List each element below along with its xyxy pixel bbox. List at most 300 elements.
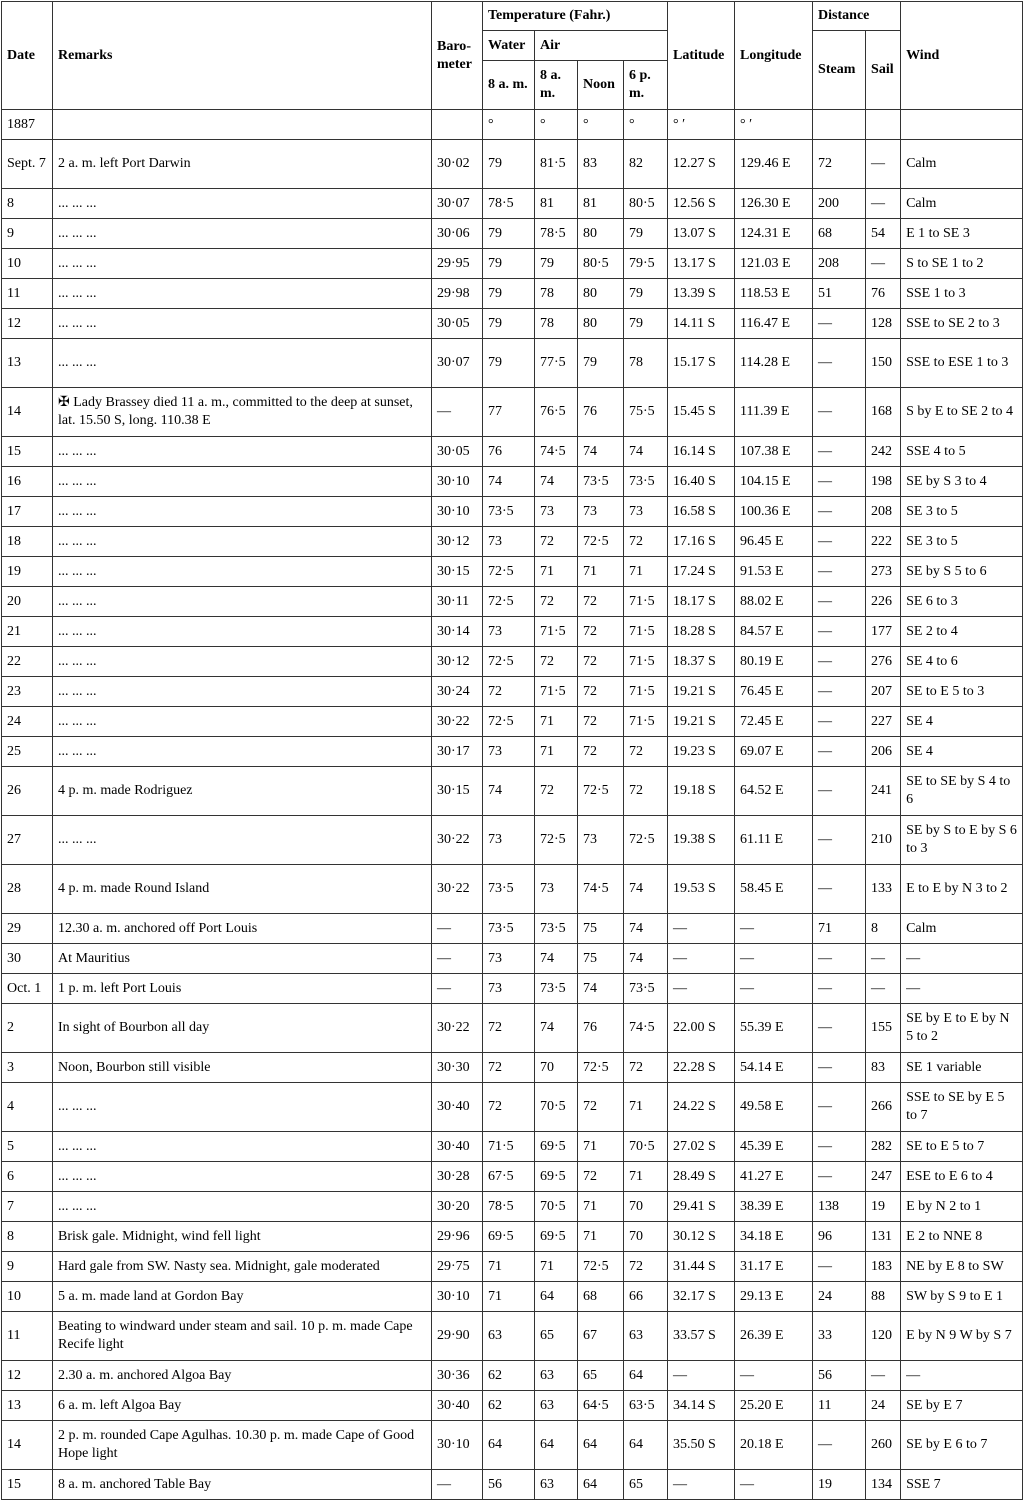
cell-pm6: 75·5	[624, 388, 668, 437]
cell-noon: 83	[578, 140, 624, 189]
cell-pm6: 72	[624, 767, 668, 816]
cell-steam: —	[813, 1132, 866, 1162]
cell-steam: 33	[813, 1312, 866, 1361]
cell-water-8am: 79	[483, 140, 535, 189]
cell-wind: SE 6 to 3	[901, 587, 1023, 617]
cell-water-8am: 67·5	[483, 1162, 535, 1192]
cell-date: 28	[2, 865, 53, 914]
cell-latitude: 18.28 S	[668, 617, 735, 647]
cell-latitude: 32.17 S	[668, 1282, 735, 1312]
cell-latitude: 19.21 S	[668, 677, 735, 707]
cell-wind: SSE 1 to 3	[901, 279, 1023, 309]
cell-sail: 242	[866, 437, 901, 467]
cell-longitude: —	[735, 1470, 813, 1500]
cell-wind: SE to E 5 to 3	[901, 677, 1023, 707]
cell-wind: SE 1 variable	[901, 1053, 1023, 1083]
cell-remarks: ... ... ...	[53, 339, 432, 388]
cell-noon: 79	[578, 339, 624, 388]
cell-pm6: 71	[624, 557, 668, 587]
cell-sail: 227	[866, 707, 901, 737]
cell-barometer: 29·98	[432, 279, 483, 309]
cell-wind: SE 3 to 5	[901, 497, 1023, 527]
cell-longitude: 38.39 E	[735, 1192, 813, 1222]
cell-noon: 74·5	[578, 865, 624, 914]
cell-remarks: At Mauritius	[53, 944, 432, 974]
cell-remarks: ... ... ...	[53, 279, 432, 309]
cell-latitude: 27.02 S	[668, 1132, 735, 1162]
cell-longitude: 88.02 E	[735, 587, 813, 617]
cell-noon: 64	[578, 1470, 624, 1500]
cell-barometer	[432, 110, 483, 140]
cell-air-8am: 78·5	[535, 219, 578, 249]
cell-barometer: 29·75	[432, 1252, 483, 1282]
cell-wind: SE by S 3 to 4	[901, 467, 1023, 497]
cell-air-8am: 72	[535, 647, 578, 677]
cell-latitude: 17.24 S	[668, 557, 735, 587]
cell-steam: 56	[813, 1361, 866, 1391]
cell-steam: —	[813, 707, 866, 737]
cell-noon: 64	[578, 1421, 624, 1470]
cell-sail: 206	[866, 737, 901, 767]
cell-date: 15	[2, 1470, 53, 1500]
table-row	[2, 677, 1023, 707]
cell-longitude: 80.19 E	[735, 647, 813, 677]
cell-longitude: 41.27 E	[735, 1162, 813, 1192]
cell-longitude: 111.39 E	[735, 388, 813, 437]
cell-remarks: ... ... ...	[53, 737, 432, 767]
col-temperature-header: Temperature (Fahr.)	[483, 2, 668, 31]
cell-wind: SSE to SE 2 to 3	[901, 309, 1023, 339]
cell-latitude: 34.14 S	[668, 1391, 735, 1421]
cell-air-8am: 73·5	[535, 974, 578, 1004]
cell-barometer: 30·10	[432, 1421, 483, 1470]
cell-latitude: 19.23 S	[668, 737, 735, 767]
cell-steam: 19	[813, 1470, 866, 1500]
cell-water-8am: 72	[483, 677, 535, 707]
cell-air-8am: 63	[535, 1361, 578, 1391]
cell-wind: NE by E 8 to SW	[901, 1252, 1023, 1282]
cell-air-8am: 63	[535, 1391, 578, 1421]
cell-date: 3	[2, 1053, 53, 1083]
cell-longitude: ° ′	[735, 110, 813, 140]
col-date-header: Date	[2, 2, 53, 110]
table-row	[2, 1053, 1023, 1083]
cell-date: 9	[2, 219, 53, 249]
cell-sail: 133	[866, 865, 901, 914]
cell-water-8am: 79	[483, 249, 535, 279]
cell-pm6: °	[624, 110, 668, 140]
cell-latitude: 35.50 S	[668, 1421, 735, 1470]
cell-pm6: 72	[624, 1053, 668, 1083]
cell-pm6: 71·5	[624, 587, 668, 617]
cell-barometer: 29·96	[432, 1222, 483, 1252]
cell-pm6: 71·5	[624, 677, 668, 707]
cell-remarks: Beating to windward under steam and sail. 10 p. m. made Cape Recife light	[53, 1312, 432, 1361]
cell-remarks: ... ... ...	[53, 497, 432, 527]
cell-water-8am: 73	[483, 617, 535, 647]
table-row	[2, 1391, 1023, 1421]
cell-air-8am: 63	[535, 1470, 578, 1500]
table-row	[2, 1470, 1023, 1500]
cell-date: 26	[2, 767, 53, 816]
cell-wind: —	[901, 944, 1023, 974]
cell-sail: 150	[866, 339, 901, 388]
cell-remarks: ... ... ...	[53, 249, 432, 279]
cell-steam: —	[813, 647, 866, 677]
table-row	[2, 497, 1023, 527]
cell-remarks: ... ... ...	[53, 1162, 432, 1192]
cell-barometer: —	[432, 1470, 483, 1500]
cell-air-8am: 71·5	[535, 677, 578, 707]
table-row	[2, 865, 1023, 914]
cell-sail: 88	[866, 1282, 901, 1312]
cell-longitude: 34.18 E	[735, 1222, 813, 1252]
table-row	[2, 1083, 1023, 1132]
cell-noon: 72	[578, 1162, 624, 1192]
cell-wind: —	[901, 974, 1023, 1004]
cell-air-8am: 71	[535, 707, 578, 737]
cell-date: Oct. 1	[2, 974, 53, 1004]
cell-wind: SE 4 to 6	[901, 647, 1023, 677]
cell-latitude: 17.16 S	[668, 527, 735, 557]
cell-noon: 75	[578, 914, 624, 944]
cell-date: 20	[2, 587, 53, 617]
cell-remarks: 2.30 a. m. anchored Algoa Bay	[53, 1361, 432, 1391]
cell-wind: SE 4	[901, 737, 1023, 767]
cell-wind: SE 2 to 4	[901, 617, 1023, 647]
cell-water-8am: 72·5	[483, 647, 535, 677]
cell-sail: 207	[866, 677, 901, 707]
table-row	[2, 1361, 1023, 1391]
cell-longitude: 96.45 E	[735, 527, 813, 557]
cell-steam: 71	[813, 914, 866, 944]
cell-latitude: 15.17 S	[668, 339, 735, 388]
cell-sail: —	[866, 249, 901, 279]
cell-pm6: 66	[624, 1282, 668, 1312]
cell-date: Sept. 7	[2, 140, 53, 189]
cell-latitude: 12.27 S	[668, 140, 735, 189]
cell-latitude: —	[668, 914, 735, 944]
cell-steam: 11	[813, 1391, 866, 1421]
cell-air-8am: 70	[535, 1053, 578, 1083]
cell-water-8am: 79	[483, 309, 535, 339]
cell-air-8am: 81	[535, 189, 578, 219]
cell-latitude: 29.41 S	[668, 1192, 735, 1222]
cell-noon: 75	[578, 944, 624, 974]
cell-remarks: ... ... ...	[53, 437, 432, 467]
cell-noon: 71	[578, 1132, 624, 1162]
cell-water-8am: 73	[483, 944, 535, 974]
cell-steam: —	[813, 1083, 866, 1132]
cell-remarks: ... ... ...	[53, 707, 432, 737]
cell-barometer: 30·02	[432, 140, 483, 189]
cell-water-8am: 72	[483, 1083, 535, 1132]
cell-barometer: 30·10	[432, 467, 483, 497]
cell-remarks: ... ... ...	[53, 1192, 432, 1222]
cell-steam: 68	[813, 219, 866, 249]
cell-date: 12	[2, 309, 53, 339]
cell-remarks: ... ... ...	[53, 557, 432, 587]
table-row	[2, 339, 1023, 388]
cell-wind: E by N 2 to 1	[901, 1192, 1023, 1222]
cell-sail: 54	[866, 219, 901, 249]
cell-barometer: 30·12	[432, 527, 483, 557]
cell-steam: 24	[813, 1282, 866, 1312]
cell-air-8am: 71	[535, 1252, 578, 1282]
cell-remarks: 4 p. m. made Round Island	[53, 865, 432, 914]
cell-remarks: ... ... ...	[53, 527, 432, 557]
cell-steam: —	[813, 767, 866, 816]
cell-wind: E 1 to SE 3	[901, 219, 1023, 249]
cell-water-8am: 73·5	[483, 865, 535, 914]
cell-remarks: ... ... ...	[53, 189, 432, 219]
cell-wind	[901, 110, 1023, 140]
cell-remarks: 4 p. m. made Rodriguez	[53, 767, 432, 816]
cell-date: 14	[2, 388, 53, 437]
cell-steam: —	[813, 816, 866, 865]
cell-longitude: 114.28 E	[735, 339, 813, 388]
table-row	[2, 944, 1023, 974]
cell-wind: SE by S to E by S 6 to 3	[901, 816, 1023, 865]
cell-air-8am: 64	[535, 1282, 578, 1312]
cell-pm6: 82	[624, 140, 668, 189]
cell-noon: 72	[578, 1083, 624, 1132]
cell-longitude: 107.38 E	[735, 437, 813, 467]
cell-pm6: 74	[624, 914, 668, 944]
cell-pm6: 80·5	[624, 189, 668, 219]
table-row	[2, 1252, 1023, 1282]
cell-steam: —	[813, 339, 866, 388]
cell-steam: —	[813, 1004, 866, 1053]
cell-noon: 68	[578, 1282, 624, 1312]
cell-noon: 74	[578, 974, 624, 1004]
cell-longitude: 72.45 E	[735, 707, 813, 737]
cell-pm6: 79	[624, 279, 668, 309]
cell-latitude: —	[668, 944, 735, 974]
col-steam-header: Steam	[813, 31, 866, 110]
table-row	[2, 1312, 1023, 1361]
cell-latitude: 13.17 S	[668, 249, 735, 279]
table-row	[2, 1421, 1023, 1470]
cell-sail: —	[866, 944, 901, 974]
cell-longitude: 84.57 E	[735, 617, 813, 647]
cell-sail: 210	[866, 816, 901, 865]
cell-air-8am: 77·5	[535, 339, 578, 388]
cell-air-8am: 73·5	[535, 914, 578, 944]
cell-noon: 72	[578, 737, 624, 767]
cell-latitude: 18.17 S	[668, 587, 735, 617]
cell-barometer: 30·15	[432, 767, 483, 816]
cell-longitude: 118.53 E	[735, 279, 813, 309]
cell-remarks: ... ... ...	[53, 647, 432, 677]
cell-pm6: 78	[624, 339, 668, 388]
cell-date: 30	[2, 944, 53, 974]
table-row	[2, 1192, 1023, 1222]
cell-barometer: 30·07	[432, 189, 483, 219]
cell-sail: 266	[866, 1083, 901, 1132]
cell-sail: 19	[866, 1192, 901, 1222]
cell-remarks: ... ... ...	[53, 1083, 432, 1132]
cell-latitude: 28.49 S	[668, 1162, 735, 1192]
cell-sail: 198	[866, 467, 901, 497]
cell-remarks: ... ... ...	[53, 587, 432, 617]
cell-steam	[813, 110, 866, 140]
cell-steam: —	[813, 388, 866, 437]
cell-steam: 72	[813, 140, 866, 189]
cell-longitude: 121.03 E	[735, 249, 813, 279]
cell-noon: 72	[578, 587, 624, 617]
cell-remarks: ... ... ...	[53, 1132, 432, 1162]
cell-sail: 247	[866, 1162, 901, 1192]
cell-remarks: Brisk gale. Midnight, wind fell light	[53, 1222, 432, 1252]
cell-steam: —	[813, 1421, 866, 1470]
cell-pm6: 72	[624, 527, 668, 557]
cell-water-8am: 73·5	[483, 497, 535, 527]
cell-barometer: 30·07	[432, 339, 483, 388]
cell-date: 10	[2, 1282, 53, 1312]
cell-noon: 76	[578, 388, 624, 437]
cell-water-8am: 72	[483, 1053, 535, 1083]
cell-water-8am: 72	[483, 1004, 535, 1053]
cell-air-8am: 71	[535, 557, 578, 587]
table-row	[2, 309, 1023, 339]
cell-air-8am: °	[535, 110, 578, 140]
cell-latitude: 31.44 S	[668, 1252, 735, 1282]
cell-air-8am: 78	[535, 279, 578, 309]
cell-barometer: —	[432, 388, 483, 437]
cell-air-8am: 72	[535, 767, 578, 816]
cell-pm6: 73·5	[624, 467, 668, 497]
cell-barometer: 30·11	[432, 587, 483, 617]
cell-latitude: 14.11 S	[668, 309, 735, 339]
cell-water-8am: 56	[483, 1470, 535, 1500]
cell-date: 6	[2, 1162, 53, 1192]
cell-barometer: 30·10	[432, 1282, 483, 1312]
cell-pm6: 65	[624, 1470, 668, 1500]
col-remarks-header: Remarks	[53, 2, 432, 110]
cell-longitude: 26.39 E	[735, 1312, 813, 1361]
cell-air-8am: 69·5	[535, 1222, 578, 1252]
cell-pm6: 71·5	[624, 617, 668, 647]
cell-barometer: 30·40	[432, 1083, 483, 1132]
cell-pm6: 70	[624, 1222, 668, 1252]
cell-water-8am: 69·5	[483, 1222, 535, 1252]
cell-latitude: 15.45 S	[668, 388, 735, 437]
table-row	[2, 1162, 1023, 1192]
cell-longitude: —	[735, 914, 813, 944]
cell-wind: E to E by N 3 to 2	[901, 865, 1023, 914]
cell-wind: Calm	[901, 189, 1023, 219]
cell-longitude: 129.46 E	[735, 140, 813, 189]
cell-longitude: —	[735, 1361, 813, 1391]
cell-steam: —	[813, 737, 866, 767]
cell-water-8am: 62	[483, 1361, 535, 1391]
cell-water-8am: 64	[483, 1421, 535, 1470]
cell-latitude: 16.14 S	[668, 437, 735, 467]
cell-pm6: 79	[624, 309, 668, 339]
cell-pm6: 71·5	[624, 707, 668, 737]
cell-date: 16	[2, 467, 53, 497]
cell-remarks: ... ... ...	[53, 219, 432, 249]
cell-barometer: 30·05	[432, 309, 483, 339]
cell-date: 13	[2, 339, 53, 388]
cell-sail: 282	[866, 1132, 901, 1162]
cell-barometer: 30·40	[432, 1132, 483, 1162]
cell-date: 7	[2, 1192, 53, 1222]
cell-noon: 73	[578, 816, 624, 865]
cell-wind: SE to SE by S 4 to 6	[901, 767, 1023, 816]
cell-barometer: 30·28	[432, 1162, 483, 1192]
cell-sail: 226	[866, 587, 901, 617]
cell-sail: 208	[866, 497, 901, 527]
cell-wind: SE by S 5 to 6	[901, 557, 1023, 587]
col-longitude-header: Longitude	[735, 2, 813, 110]
cell-longitude: 91.53 E	[735, 557, 813, 587]
cell-sail: —	[866, 1361, 901, 1391]
cell-date: 5	[2, 1132, 53, 1162]
cell-pm6: 74	[624, 437, 668, 467]
cell-date: 18	[2, 527, 53, 557]
cell-noon: 72	[578, 617, 624, 647]
cell-date: 2	[2, 1004, 53, 1053]
cell-wind: SE 3 to 5	[901, 527, 1023, 557]
cell-latitude: 22.00 S	[668, 1004, 735, 1053]
cell-air-8am: 81·5	[535, 140, 578, 189]
cell-barometer: 30·20	[432, 1192, 483, 1222]
cell-longitude: 100.36 E	[735, 497, 813, 527]
table-row	[2, 767, 1023, 816]
cell-steam: —	[813, 1162, 866, 1192]
cell-water-8am: 73	[483, 816, 535, 865]
cell-water-8am: 63	[483, 1312, 535, 1361]
col-water-header: Water	[483, 31, 535, 61]
cell-air-8am: 70·5	[535, 1192, 578, 1222]
cell-remarks: 2 p. m. rounded Cape Agulhas. 10.30 p. m. made Cape of Good Hope light	[53, 1421, 432, 1470]
cell-air-8am: 72	[535, 587, 578, 617]
cell-water-8am: 72·5	[483, 587, 535, 617]
table-row	[2, 707, 1023, 737]
cell-longitude: 126.30 E	[735, 189, 813, 219]
cell-date: 27	[2, 816, 53, 865]
table-row	[2, 914, 1023, 944]
cell-wind: ESE to E 6 to 4	[901, 1162, 1023, 1192]
cell-pm6: 73	[624, 497, 668, 527]
cell-noon: 65	[578, 1361, 624, 1391]
cell-latitude: 13.39 S	[668, 279, 735, 309]
cell-wind: SE by E 7	[901, 1391, 1023, 1421]
cell-latitude: 30.12 S	[668, 1222, 735, 1252]
cell-wind: E by N 9 W by S 7	[901, 1312, 1023, 1361]
cell-water-8am: 72·5	[483, 707, 535, 737]
cell-date: 25	[2, 737, 53, 767]
cell-wind: SSE 4 to 5	[901, 437, 1023, 467]
cell-latitude: 19.21 S	[668, 707, 735, 737]
table-row	[2, 617, 1023, 647]
cell-water-8am: °	[483, 110, 535, 140]
cell-latitude: —	[668, 1361, 735, 1391]
cell-longitude: —	[735, 944, 813, 974]
cell-air-8am: 74	[535, 944, 578, 974]
cell-pm6: 71	[624, 1162, 668, 1192]
cell-noon: 72·5	[578, 1252, 624, 1282]
cell-air-8am: 74·5	[535, 437, 578, 467]
table-row	[2, 219, 1023, 249]
cell-barometer: 30·22	[432, 865, 483, 914]
cell-wind: SSE 7	[901, 1470, 1023, 1500]
cell-remarks: ... ... ...	[53, 617, 432, 647]
cell-air-8am: 76·5	[535, 388, 578, 437]
cell-noon: 73·5	[578, 467, 624, 497]
